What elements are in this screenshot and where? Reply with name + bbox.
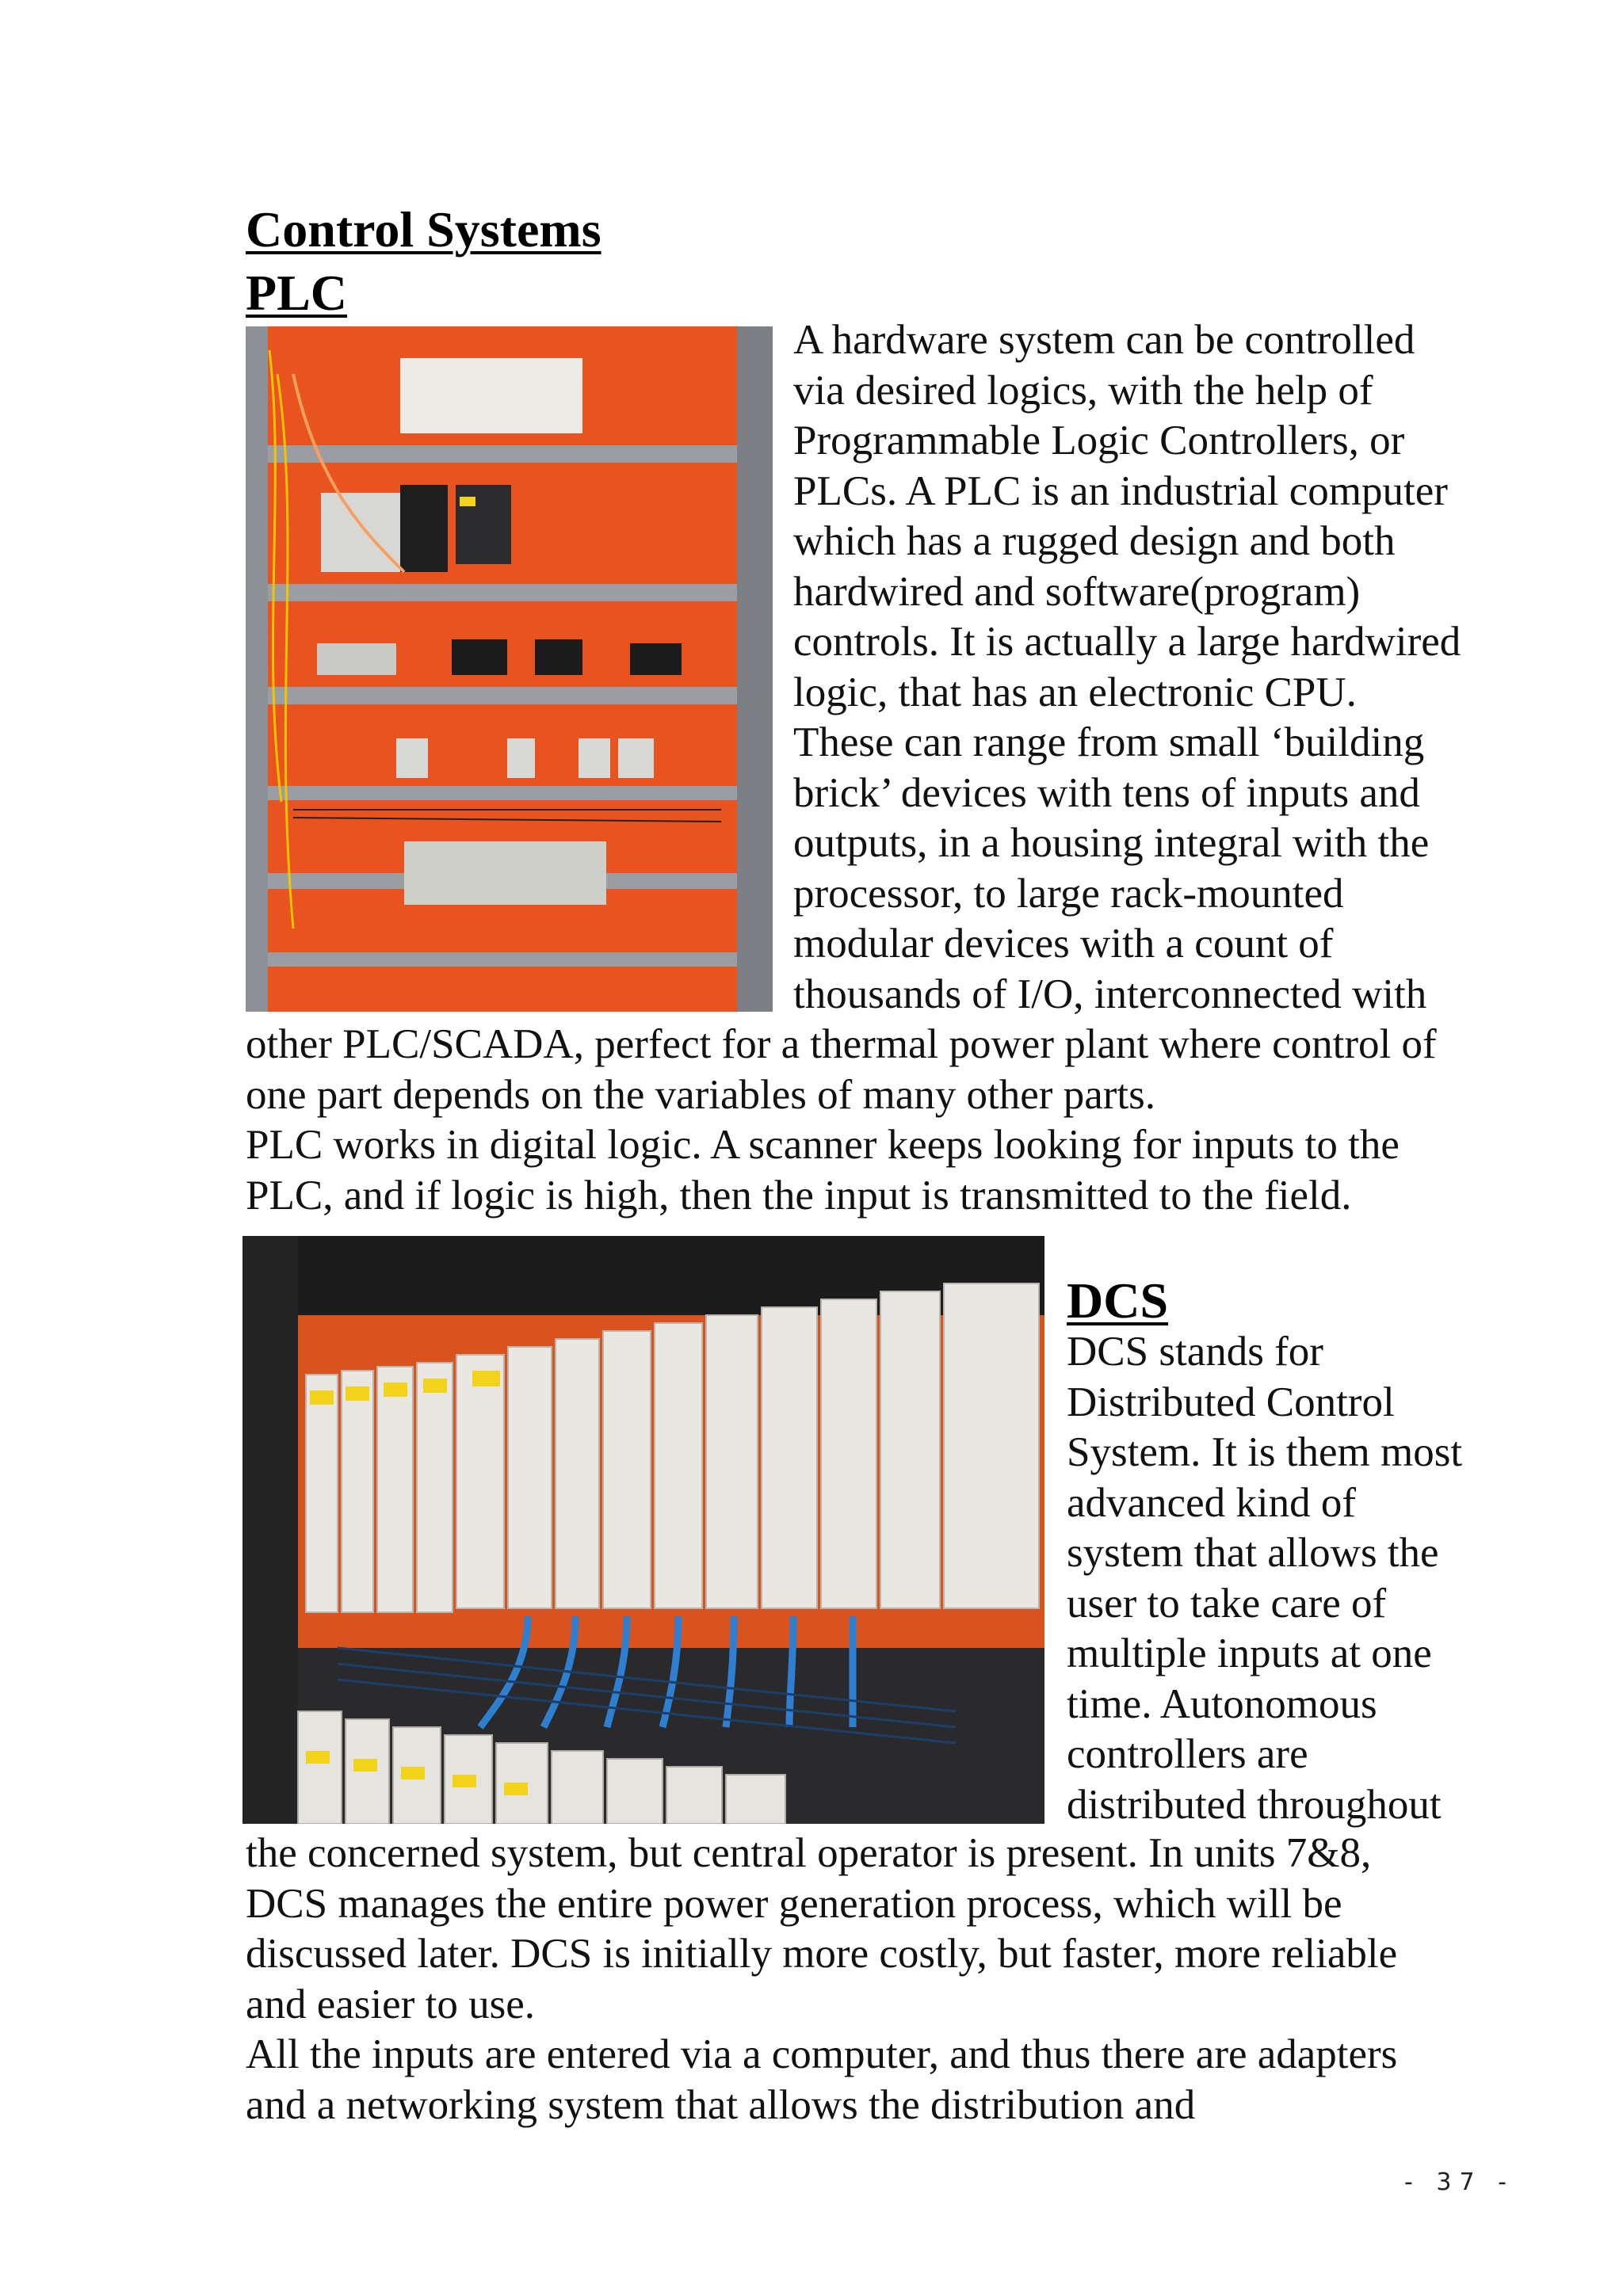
text-line: the concerned system, but central operator is present. In units 7&8, — [246, 1830, 1372, 1876]
text-line: logic, that has an electronic CPU. — [793, 669, 1357, 715]
text-line: advanced kind of — [1067, 1479, 1356, 1526]
text-line: PLCs. A PLC is an industrial computer — [793, 467, 1448, 514]
text-line: via desired logics, with the help of — [793, 367, 1373, 414]
text-line: controls. It is actually a large hardwired — [793, 619, 1461, 665]
text-line: other PLC/SCADA, perfect for a thermal power plant where control of — [246, 1021, 1437, 1067]
text-line: and a networking system that allows the distribution and — [246, 2081, 1196, 2128]
plc-wrap-text — [793, 315, 1461, 1020]
text-line: These can range from small ‘building — [793, 719, 1425, 765]
text-line: PLC works in digital logic. A scanner keeps looking for inputs to the — [246, 1122, 1400, 1168]
text-line: which has a rugged design and both — [793, 518, 1396, 564]
text-line: PLC, and if logic is high, then the input is transmitted to the field. — [246, 1172, 1352, 1219]
text-line: one part depends on the variables of many other parts. — [246, 1071, 1155, 1118]
text-line: outputs, in a housing integral with the — [793, 820, 1430, 866]
text-line: hardwired and software(program) — [793, 568, 1361, 615]
dcs-heading: DCS — [1067, 1272, 1169, 1329]
text-line: processor, to large rack-mounted — [793, 870, 1344, 917]
text-line: All the inputs are entered via a computer, and thus there are adapters — [246, 2031, 1398, 2077]
text-line: and easier to use. — [246, 1981, 535, 2027]
dcs-body-text — [246, 1829, 1397, 2130]
text-line: system that allows the — [1067, 1530, 1439, 1576]
dcs-wrap-text — [1067, 1327, 1462, 1830]
text-line: DCS manages the entire power generation process, which will be — [246, 1880, 1342, 1927]
text-line: thousands of I/O, interconnected with — [793, 971, 1427, 1017]
text-line: brick’ devices with tens of inputs and — [793, 769, 1420, 816]
text-line: Distributed Control — [1067, 1379, 1395, 1425]
dcs-rack-photo — [242, 1236, 1044, 1824]
text-line: System. It is them most — [1067, 1429, 1463, 1475]
text-line: controllers are — [1067, 1731, 1308, 1777]
text-line: modular devices with a count of — [793, 921, 1334, 967]
plc-panel-photo — [246, 326, 773, 1012]
text-line: distributed throughout — [1067, 1781, 1442, 1828]
page-number: - 37 - — [1404, 2168, 1514, 2196]
text-line: discussed later. DCS is initially more costly, but faster, more reliable — [246, 1931, 1398, 1977]
plc-heading: PLC — [246, 265, 347, 321]
plc-body-text — [246, 1020, 1437, 1221]
section-title: Control Systems — [246, 201, 601, 257]
text-line: DCS stands for — [1067, 1329, 1323, 1375]
text-line: multiple inputs at one — [1067, 1630, 1432, 1676]
text-line: Programmable Logic Controllers, or — [793, 418, 1405, 463]
text-line: A hardware system can be controlled — [793, 317, 1415, 363]
text-line: time. Autonomous — [1067, 1680, 1377, 1727]
text-line: user to take care of — [1067, 1580, 1387, 1627]
